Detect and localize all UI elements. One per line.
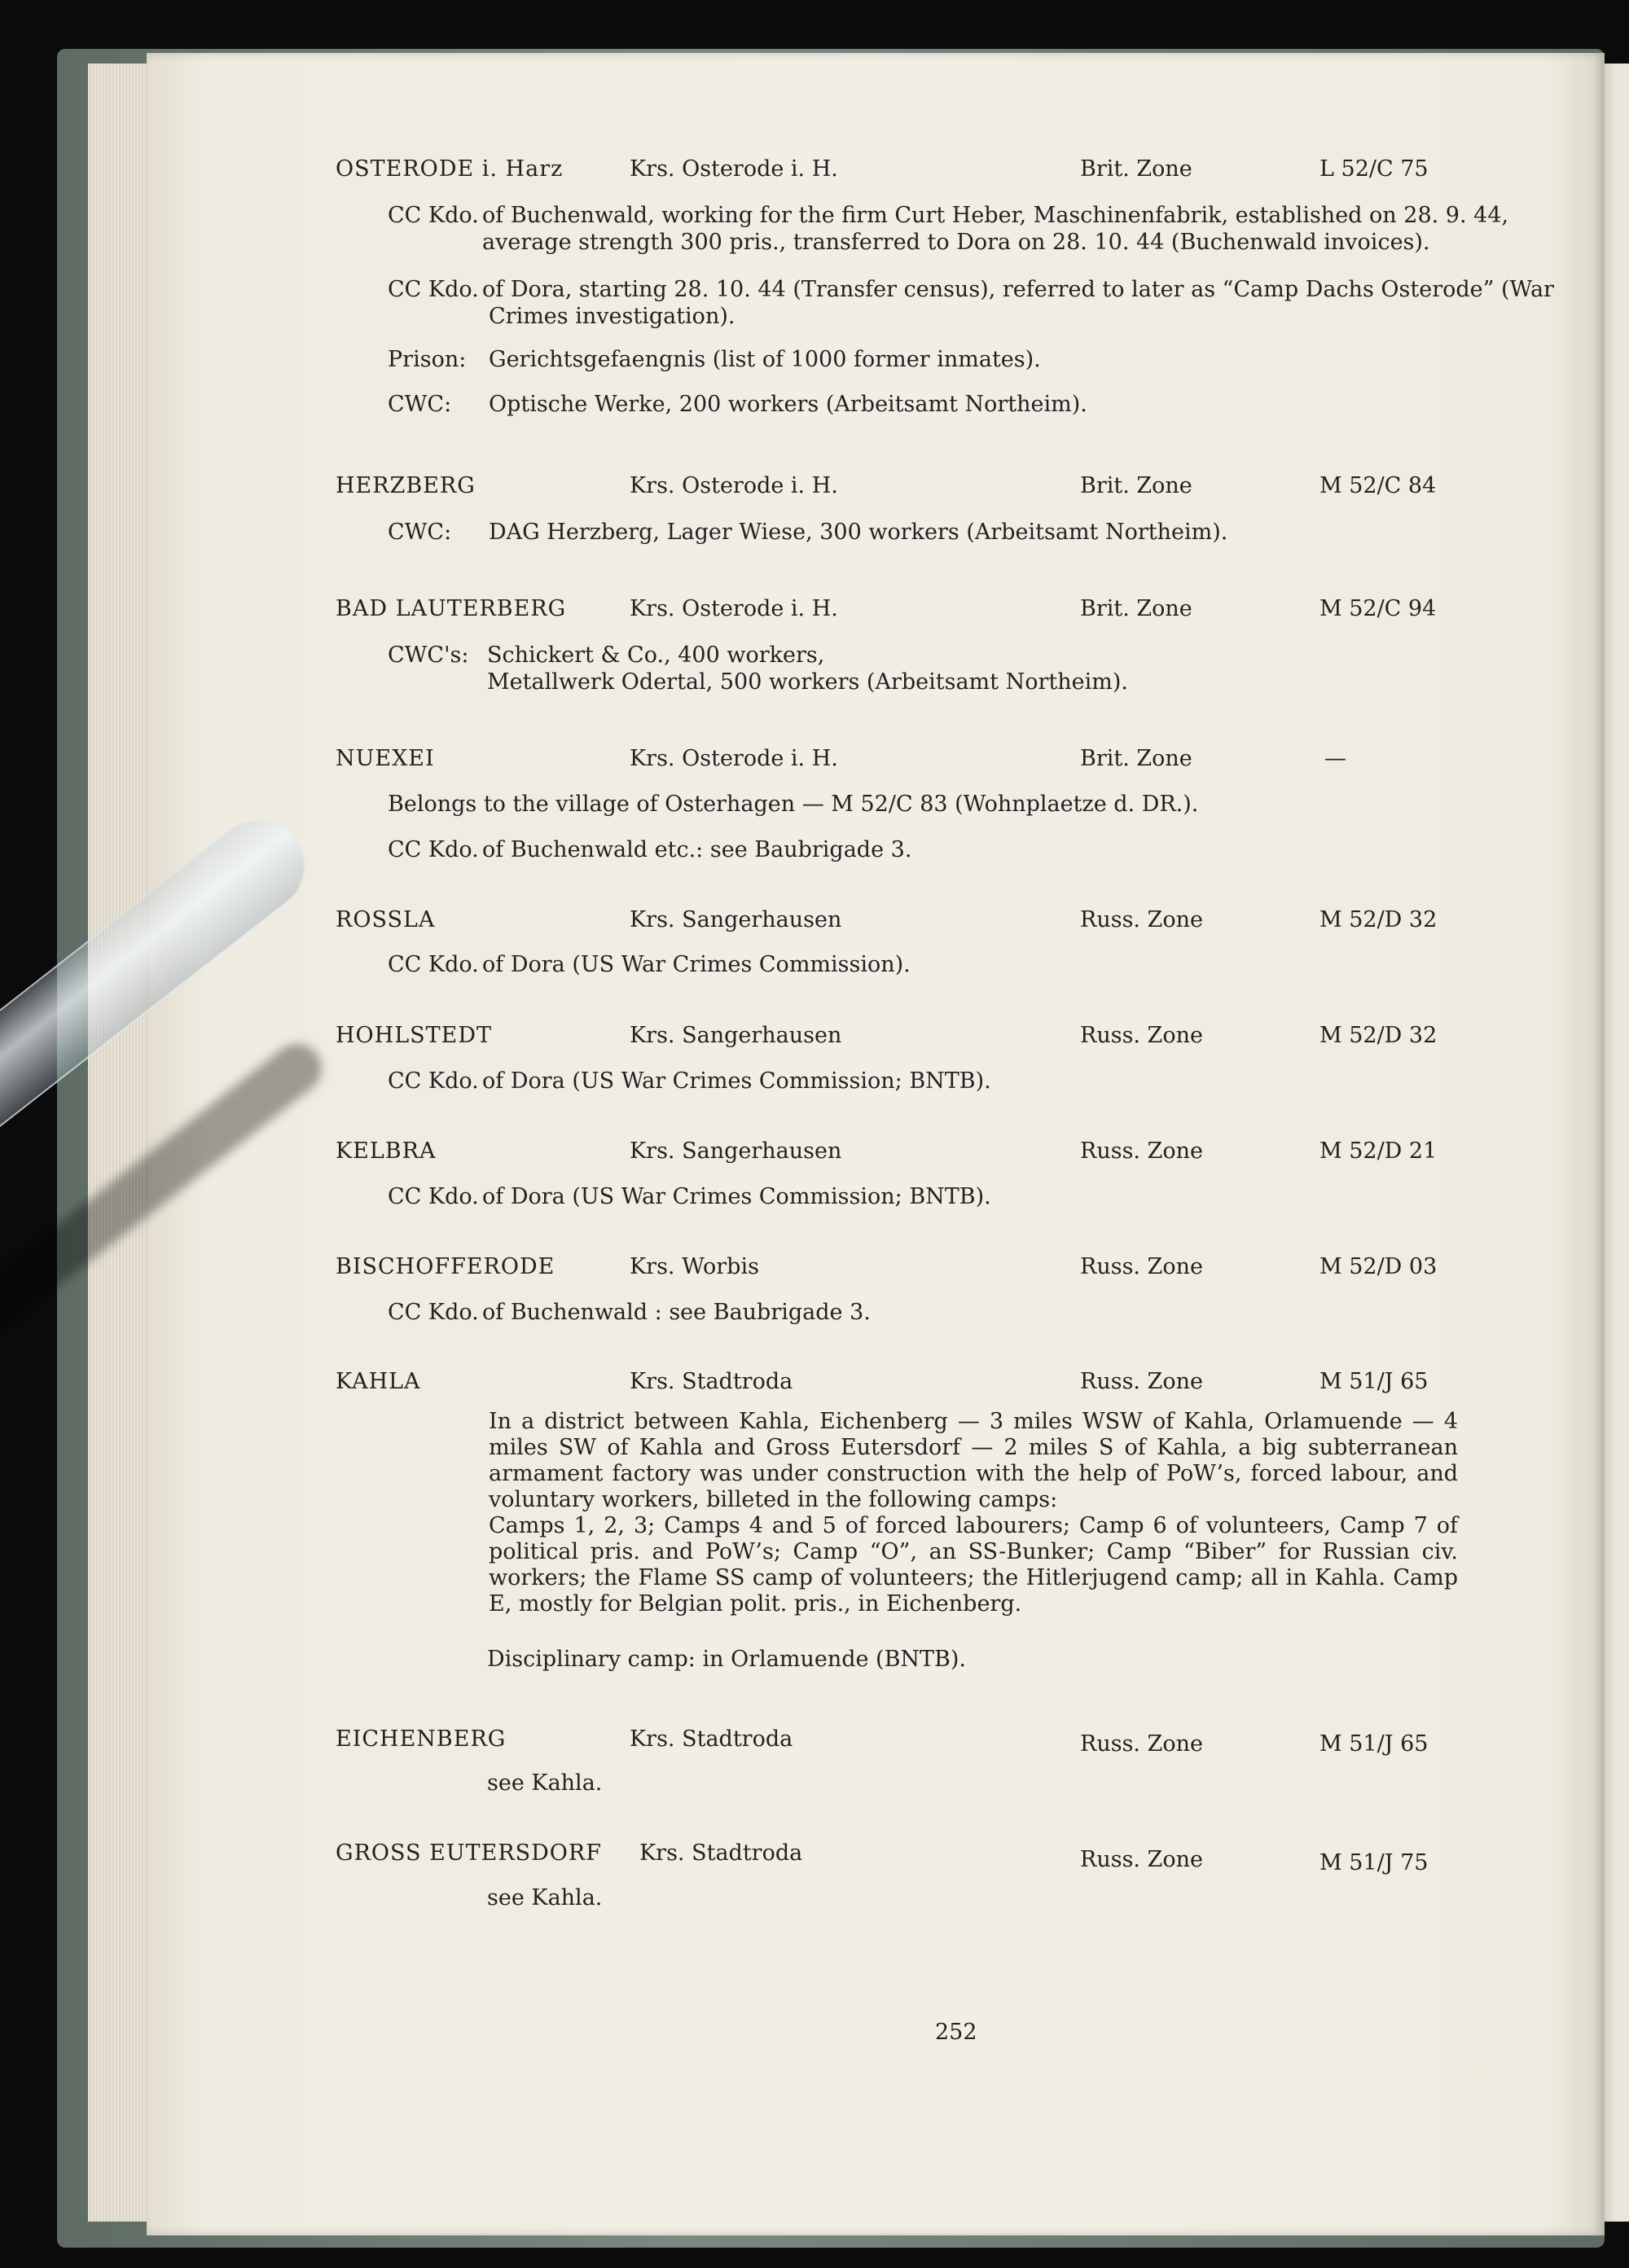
entry-label: CC Kdo. [388,277,479,302]
map-reference: M 51/J 75 [1319,1850,1429,1875]
map-reference: M 52/C 84 [1319,473,1437,498]
entry-label: CC Kdo. [388,837,479,862]
place-name: BISCHOFFERODE [336,1254,555,1279]
entry-label: CWC: [388,392,452,417]
see-reference: see Kahla. [487,1770,603,1796]
zone: Brit. Zone [1080,596,1192,621]
zone: Russ. Zone [1080,1138,1203,1164]
zone: Russ. Zone [1080,1847,1203,1872]
entry-text: of Dora (US War Crimes Commission; BNTB). [482,1068,991,1094]
zone: Brit. Zone [1080,473,1192,498]
disciplinary-note: Disciplinary camp: in Orlamuende (BNTB). [487,1647,967,1672]
entry-text: of Buchenwald etc.: see Baubrigade 3. [482,837,912,862]
entry-label: CC Kdo. [388,952,479,977]
map-reference: L 52/C 75 [1319,156,1429,182]
entry-label: CWC's: [388,643,469,668]
entry-text: of Buchenwald, working for the firm Curt Heber, Maschinenfabrik, established on 28. 9. 44, [482,203,1509,228]
district: Krs. Osterode i. H. [630,596,838,621]
map-reference: M 52/D 32 [1319,907,1438,932]
district: Krs. Osterode i. H. [630,473,838,498]
district: Krs. Osterode i. H. [630,156,838,182]
entry-text: Crimes investigation). [489,304,735,329]
entry-text: of Dora, starting 28. 10. 44 (Transfer census), referred to later as “Camp Dachs Osterode” (War [482,277,1554,302]
map-reference: M 52/D 32 [1319,1023,1438,1048]
entry-text: of Dora (US War Crimes Commission). [482,952,911,977]
map-reference: M 51/J 65 [1319,1369,1429,1394]
place-name: BAD LAUTERBERG [336,596,567,621]
entry-label: Prison: [388,347,467,372]
entry-text: of Dora (US War Crimes Commission; BNTB). [482,1184,991,1209]
place-name: GROSS EUTERSDORF [336,1840,602,1866]
place-name: ROSSLA [336,907,436,932]
zone: Brit. Zone [1080,746,1192,771]
place-name: KELBRA [336,1138,437,1164]
camps-paragraph: Camps 1, 2, 3; Camps 4 and 5 of forced labourers; Camp 6 of volunteers, Camp 7 of political pris. and PoW’s; Camp “O”, an SS-Bunker; Camp “Biber” for Russian civ. workers; the Flame SS camp of volunteers; the Hitlerjugend camp; all in Kahla. Camp E, mostly for Belgian polit. pris., in Eichenberg. [489,1513,1458,1617]
map-reference: — [1324,746,1346,771]
map-reference: M 52/D 03 [1319,1254,1438,1279]
entry-text: Metallwerk Odertal, 500 workers (Arbeitsamt Northeim). [487,669,1128,695]
district: Krs. Sangerhausen [630,1023,842,1048]
entry-text: DAG Herzberg, Lager Wiese, 300 workers (Arbeitsamt Northeim). [489,520,1228,545]
zone: Russ. Zone [1080,1731,1203,1757]
entry-text: Optische Werke, 200 workers (Arbeitsamt Northeim). [489,392,1087,417]
page-number: 252 [935,2020,977,2045]
place-name: HOHLSTEDT [336,1023,493,1048]
place-name: NUEXEI [336,746,435,771]
district: Krs. Osterode i. H. [630,746,838,771]
district: Krs. Stadtroda [639,1840,803,1866]
description-paragraph: In a district between Kahla, Eichenberg — 3 miles WSW of Kahla, Orlamuende — 4 miles SW of Kahla and Gross Eutersdorf — 2 miles S of Kahla, a big subterranean armament factory was under construction with the help of PoW’s, forced labour, and voluntary workers, billeted in the following camps: [489,1409,1458,1512]
district: Krs. Sangerhausen [630,1138,842,1164]
map-reference: M 51/J 65 [1319,1731,1429,1757]
zone: Russ. Zone [1080,1254,1203,1279]
entry-text: Belongs to the village of Osterhagen — M 52/C 83 (Wohnplaetze d. DR.). [388,792,1199,817]
map-reference: M 52/C 94 [1319,596,1437,621]
see-reference: see Kahla. [487,1885,603,1910]
entry-text: Schickert & Co., 400 workers, [487,643,825,668]
entry-text: average strength 300 pris., transferred to Dora on 28. 10. 44 (Buchenwald invoices). [482,230,1430,255]
entry-label: CC Kdo. [388,1068,479,1094]
district: Krs. Worbis [630,1254,759,1279]
entry-label: CC Kdo. [388,1300,479,1325]
zone: Russ. Zone [1080,1369,1203,1394]
entry-label: CWC: [388,520,452,545]
entry-text: Gerichtsgefaengnis (list of 1000 former inmates). [489,347,1041,372]
zone: Russ. Zone [1080,1023,1203,1048]
district: Krs. Stadtroda [630,1726,793,1752]
district: Krs. Stadtroda [630,1369,793,1394]
place-name: OSTERODE i. Harz [336,156,564,182]
place-name: HERZBERG [336,473,476,498]
zone: Brit. Zone [1080,156,1192,182]
map-reference: M 52/D 21 [1319,1138,1438,1164]
entry-text: of Buchenwald : see Baubrigade 3. [482,1300,871,1325]
district: Krs. Sangerhausen [630,907,842,932]
zone: Russ. Zone [1080,907,1203,932]
entry-label: CC Kdo. [388,1184,479,1209]
place-name: KAHLA [336,1369,421,1394]
place-name: EICHENBERG [336,1726,507,1752]
entry-label: CC Kdo. [388,203,479,228]
